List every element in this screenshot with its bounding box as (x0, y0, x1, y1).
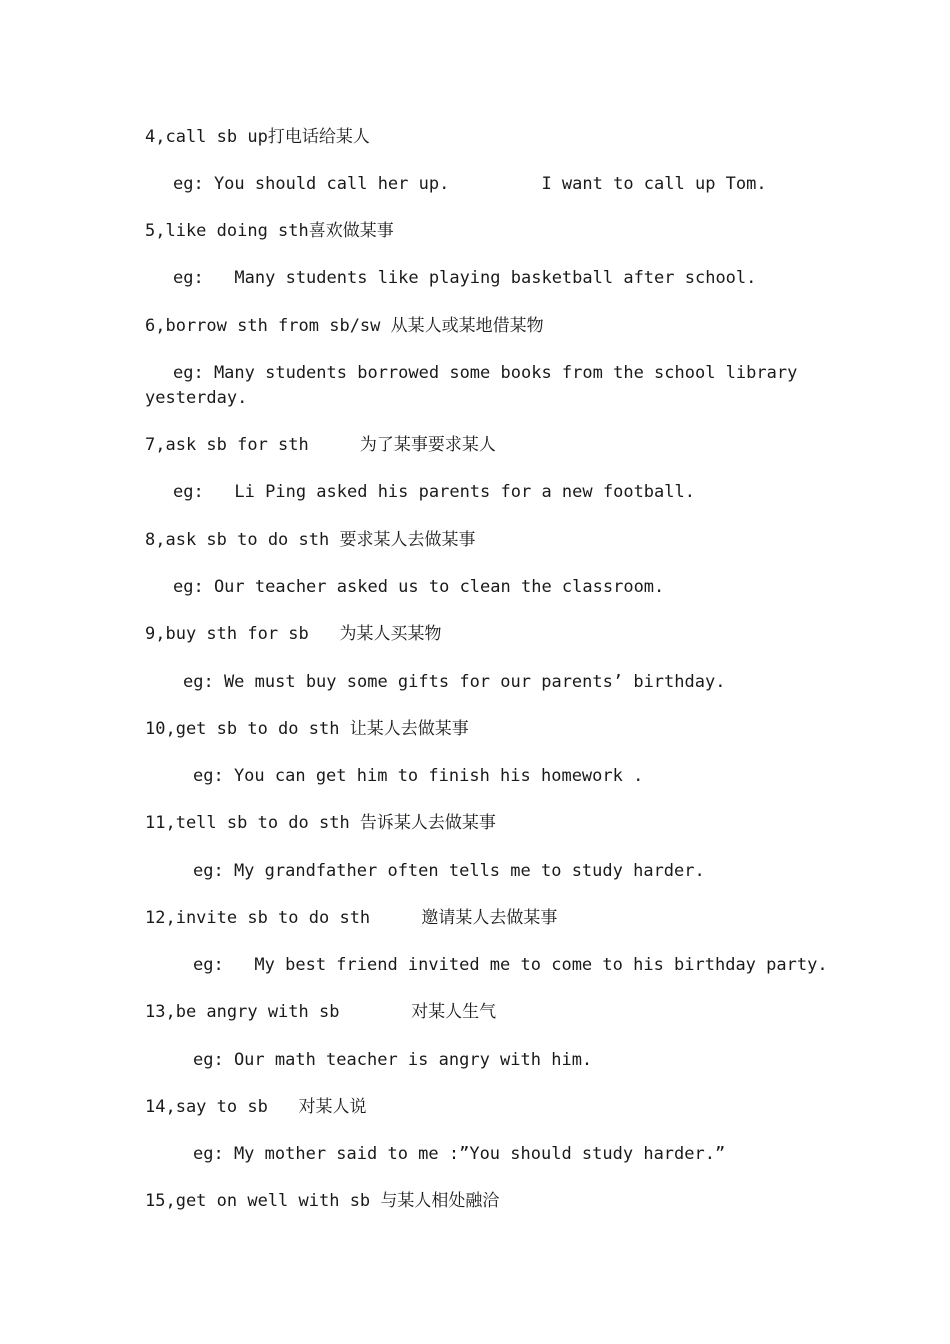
phrase-5: 5,like doing sth喜欢做某事 (145, 221, 394, 241)
phrase-15: 15,get on well with sb 与某人相处融洽 (145, 1191, 500, 1211)
phrase-10: 10,get sb to do sth 让某人去做某事 (145, 719, 469, 739)
example-9: eg: We must buy some gifts for our parents’ birthday. (183, 672, 726, 692)
phrase-7: 7,ask sb for sth 为了某事要求某人 (145, 435, 496, 455)
phrase-8: 8,ask sb to do sth 要求某人去做某事 (145, 530, 476, 550)
example-7: eg: Li Ping asked his parents for a new football. (173, 482, 695, 502)
example-8: eg: Our teacher asked us to clean the classroom. (173, 577, 665, 597)
example-6: eg: Many students borrowed some books from the school library (173, 363, 798, 383)
example-4: eg: You should call her up. I want to call up Tom. (173, 174, 767, 194)
phrase-11: 11,tell sb to do sth 告诉某人去做某事 (145, 813, 496, 833)
example-13: eg: Our math teacher is angry with him. (193, 1050, 593, 1070)
phrase-14: 14,say to sb 对某人说 (145, 1097, 367, 1117)
phrase-12: 12,invite sb to do sth 邀请某人去做某事 (145, 908, 558, 928)
example-14: eg: My mother said to me :”You should study harder.” (193, 1144, 726, 1164)
phrase-13: 13,be angry with sb 对某人生气 (145, 1002, 497, 1022)
example-11: eg: My grandfather often tells me to study harder. (193, 861, 705, 881)
phrase-9: 9,buy sth for sb 为某人买某物 (145, 624, 442, 644)
example-5: eg: Many students like playing basketball after school. (173, 268, 757, 288)
example-12: eg: My best friend invited me to come to his birthday party. (193, 955, 828, 975)
example-6-continuation: yesterday. (145, 388, 248, 408)
phrase-6: 6,borrow sth from sb/sw 从某人或某地借某物 (145, 316, 544, 336)
phrase-4: 4,call sb up打电话给某人 (145, 127, 370, 147)
example-10: eg: You can get him to finish his homework . (193, 766, 644, 786)
